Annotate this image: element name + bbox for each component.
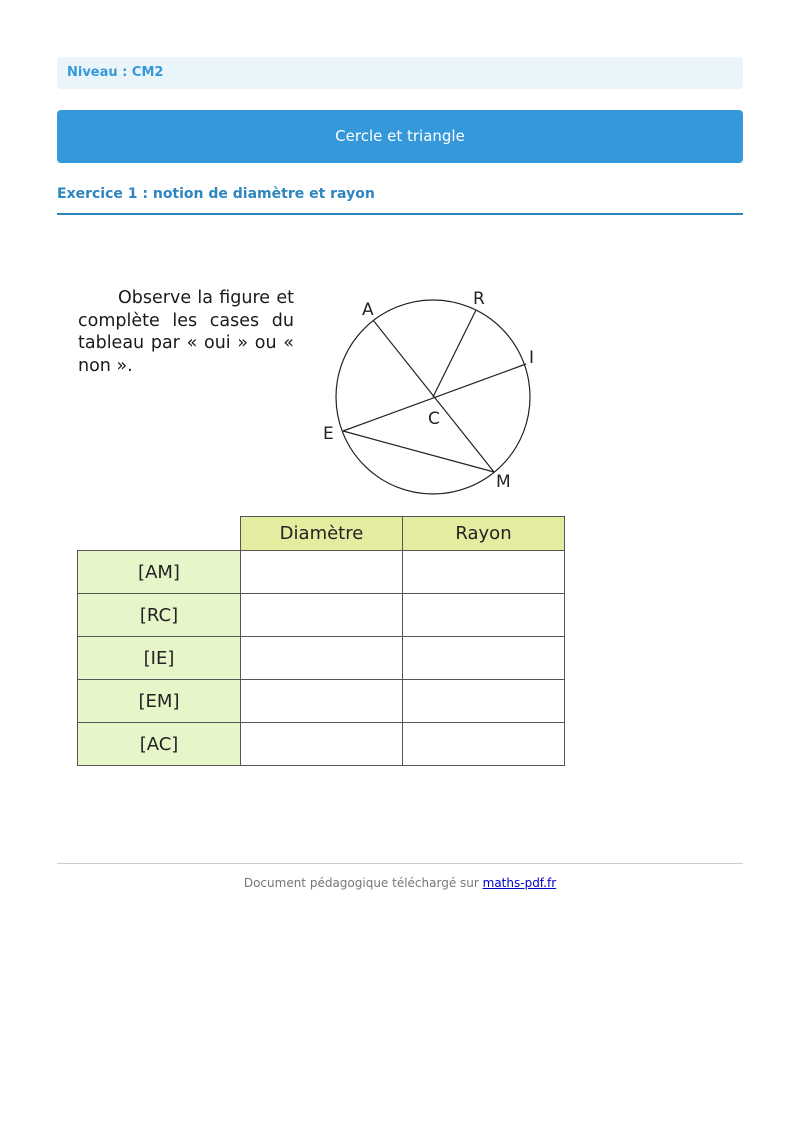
table-header-rayon: Rayon xyxy=(403,517,565,551)
answer-cell-diametre[interactable] xyxy=(241,637,403,680)
circle-figure xyxy=(310,280,550,495)
point-label-r: R xyxy=(473,289,485,309)
table-corner xyxy=(78,517,241,551)
level-label: Niveau : CM2 xyxy=(67,65,164,80)
answer-cell-rayon[interactable] xyxy=(403,680,565,723)
answer-cell-rayon[interactable] xyxy=(403,551,565,594)
table-row-label: [RC] xyxy=(78,594,241,637)
table-row xyxy=(78,594,565,637)
table-row-label: [AM] xyxy=(78,551,241,594)
table-row xyxy=(78,680,565,723)
point-label-a: A xyxy=(362,300,374,320)
footer-text: Document pédagogique téléchargé sur xyxy=(243,876,483,890)
segment-em xyxy=(343,431,494,472)
table-row xyxy=(78,551,565,594)
point-label-i: I xyxy=(529,348,535,368)
answer-cell-rayon[interactable] xyxy=(403,723,565,766)
point-label-c: C xyxy=(428,409,440,429)
point-label-m: M xyxy=(496,472,511,492)
answer-cell-diametre[interactable] xyxy=(241,551,403,594)
table-row-label: [EM] xyxy=(78,680,241,723)
answer-cell-diametre[interactable] xyxy=(241,594,403,637)
table-header-diametre: Diamètre xyxy=(241,517,403,551)
footer-divider xyxy=(57,863,743,864)
footer xyxy=(57,876,743,890)
footer-link[interactable]: maths-pdf.fr xyxy=(482,876,557,890)
answer-cell-rayon[interactable] xyxy=(403,594,565,637)
level-box xyxy=(57,57,743,89)
answer-cell-diametre[interactable] xyxy=(241,723,403,766)
answer-cell-rayon[interactable] xyxy=(403,637,565,680)
exercise-title: Exercice 1 : notion de diamètre et rayon xyxy=(57,186,743,215)
table-header-row xyxy=(78,517,565,551)
exercise-instruction: Observe la figure et complète les cases du tableau par « oui » ou « non ». xyxy=(78,288,294,376)
table-row xyxy=(78,723,565,766)
table-row xyxy=(78,637,565,680)
table-row-label: [AC] xyxy=(78,723,241,766)
answer-cell-diametre[interactable] xyxy=(241,680,403,723)
answer-table xyxy=(77,516,565,766)
point-label-e: E xyxy=(323,424,334,444)
table-row-label: [IE] xyxy=(78,637,241,680)
segment-rc xyxy=(433,310,476,397)
title-banner: Cercle et triangle xyxy=(57,110,743,163)
